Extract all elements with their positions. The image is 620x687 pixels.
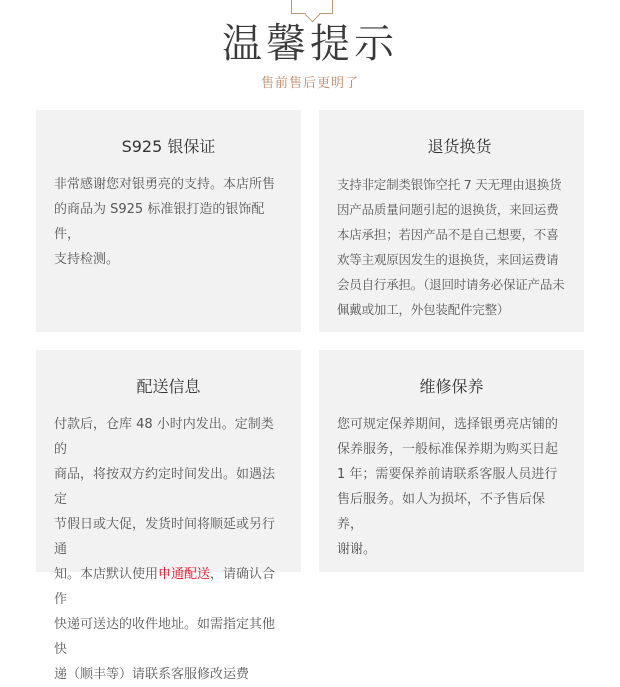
body-text-after: ，请确认合作 快递可送达的收件地址。如需指定其他快 递（顺丰等）请联系客服修改运费 bbox=[54, 567, 276, 682]
card-title: 退货换货 bbox=[427, 137, 492, 156]
card-body: 支持非定制类银饰空托 7 天无理由退换货 因产品质量问题引起的退换货，来回运费 本店承担；若因产品不是自己想要，不喜 欢等主观原因发生的退换货，来回运费请 会员自行承担。（退回时请务必保证产品未 佩戴或加工，外包装配件完整） bbox=[337, 177, 565, 317]
page-title: 温馨提示 bbox=[222, 21, 398, 67]
card-title: S925 银保证 bbox=[121, 137, 216, 156]
card-title: 配送信息 bbox=[136, 377, 201, 396]
card-body: 非常感谢您对银勇亮的支持。本店所售 的商品为 S925 标准银打造的银饰配件， 支持检测。 bbox=[54, 177, 276, 267]
card-body bbox=[54, 412, 283, 687]
card-body: 您可规定保养期间，选择银勇亮店铺的 保养服务，一般标准保养期为购买日起 1 年；需要保养前请联系客服人员进行 售后服务。如人为损坏，不予售后保养， 谢谢。 bbox=[337, 417, 559, 557]
body-text-before: 付款后，仓库 48 小时内发出。定制类的 商品，将按双方约定时间发出。如遇法定 节假日或大促，发货时间将顺延或另行通 知。本店默认使用 bbox=[54, 417, 276, 582]
page-subtitle: 售前售后更明了 bbox=[260, 76, 359, 91]
card-silver-guarantee bbox=[36, 110, 301, 332]
card-returns bbox=[319, 110, 584, 332]
courier-highlight: 申通配送 bbox=[158, 567, 211, 582]
card-repair bbox=[319, 350, 584, 572]
top-decoration bbox=[291, 0, 333, 14]
card-title: 维修保养 bbox=[419, 377, 484, 396]
header bbox=[0, 20, 620, 91]
card-delivery bbox=[36, 350, 301, 682]
